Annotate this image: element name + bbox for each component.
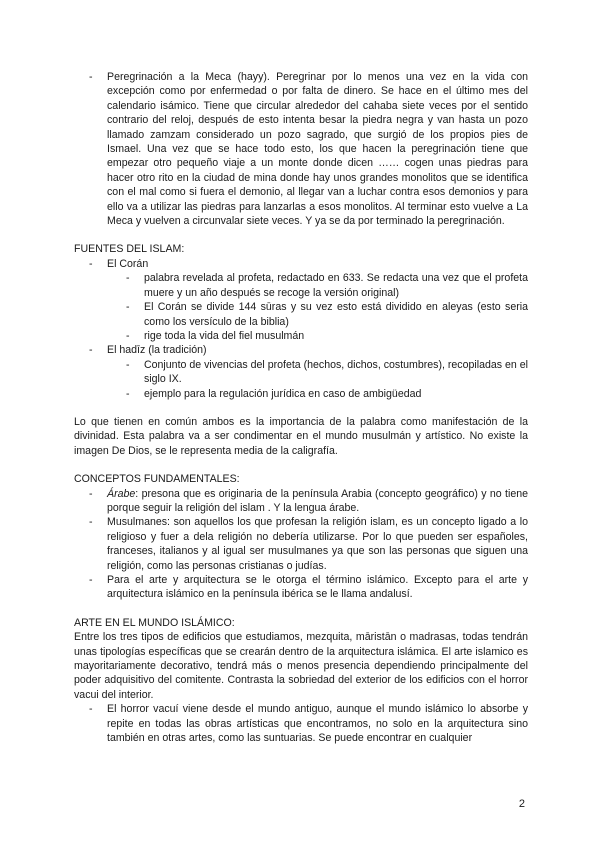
list-item-horror: [74, 702, 528, 745]
fuentes-heading: FUENTES DEL ISLAM:: [74, 243, 185, 256]
conceptos-heading: CONCEPTOS FUNDAMENTALES:: [74, 473, 240, 486]
coran-label: El Corán: [107, 257, 149, 270]
bullet-dash: -: [126, 272, 130, 285]
peregrinacion-text: Peregrinación a la Meca (hayy). Peregrinar por lo menos una vez en la vida con excepción como por enfermedad o por falta de dinero. Se hace en el último mes del calendario isámico. Tiene que circular alrededor del cahaba siete veces por el sentido contrario del reloj, después de esto intenta besar la piedra negra y van hasta un pozo llamado zamzam considerado un pozo sagrado, que surgió de los propios pies de Ismael. Una vez que se hace todo esto, los que hacen la peregrinación tiene que empezar otro pequeño viaje a un monte donde dicen …… cogen unas piedras para hacer otro rito en la ciudad de mina donde hay unos grandes monolitos que se identifica con el mal como si fuera el demonio, al llegar van a luchar contra esos demonios y para ello va a utilizar las piedras para lanzarlas a esos monolitos. Al terminar esto vuelve a La Meca y vuelven a circunvalar siete veces. Y ya se da por terminado la peregrinación.: [107, 71, 528, 228]
arte-mundo-heading: ARTE EN EL MUNDO ISLÁMICO:: [74, 616, 235, 629]
sub-item-hadiz-2: [74, 387, 528, 401]
bullet-dash: -: [126, 329, 130, 342]
arabe-text: : presona que es originaria de la península Arabia (concepto geográfico) y no tiene porque seguir la religión del islam . Y la lengua árabe.: [107, 487, 528, 514]
hadiz-label: El hadīz (la tradición): [107, 344, 207, 357]
list-item-arabe: [74, 487, 528, 516]
arte-text: Para el arte y arquitectura se le otorga el término islámico. Excepto para el arte y arquitectura islámico en la península ibérica se le llama andalusí.: [107, 574, 528, 601]
sub-item-text: Conjunto de vivencias del profeta (hechos, dichos, costumbres), recopiladas en el siglo IX.: [144, 358, 528, 386]
sub-item-coran-1: [74, 271, 528, 300]
arabe-term: Árabe: [107, 487, 136, 500]
bullet-dash: -: [89, 344, 93, 357]
page-number: 2: [518, 798, 525, 810]
bullet-dash: -: [89, 516, 93, 529]
sub-item-hadiz-1: [74, 358, 528, 387]
list-item-hadiz: [74, 343, 528, 357]
bullet-dash: -: [89, 257, 93, 270]
sub-item-coran-2: [74, 300, 528, 329]
list-item-musulmanes: [74, 515, 528, 573]
fuentes-paragraph: Lo que tienen en común ambos es la importancia de la palabra como manifestación de la divinidad. Esta palabra va a ser condimentar en el mundo musulmán y artístico. No existe la imagen De Dios, se le representa media de la caligrafía.: [74, 415, 528, 457]
list-item-peregrinacion: [74, 70, 528, 228]
horror-text: El horror vacuí viene desde el mundo antiguo, aunque el mundo islámico lo absorbe y repite en todas las obras artísticas que encontramos, no solo en la arquitectura sino también en otras artes, como las suntuarias. Se puede encontrar en cualquier: [107, 703, 528, 745]
bullet-dash: -: [126, 301, 130, 314]
bullet-dash: -: [89, 574, 93, 586]
list-item-arte: [74, 573, 528, 602]
sub-item-text: rige toda la vida del fiel musulmán: [144, 329, 305, 342]
arte-mundo-paragraph: Entre los tres tipos de edificios que estudiamos, mezquita, māristān o madrasas, todas tendrán unas tipologías específicas que se crearán dentro de la arquitectura islámica. El arte islamico es mayoritariamente decorativo, tendrá más o menos presencia dependiendo principalmente del poder adquisitivo del comitente. Contrasta la sobriedad del exterior de los edificios con el horror vacui del interior.: [74, 631, 528, 701]
bullet-dash: -: [89, 487, 93, 500]
musulmanes-text: Musulmanes: son aquellos los que profesan la religión islam, es un concepto ligado a lo religioso y fuer a dela religión no debería utilizarse. Por lo que pueden ser españoles, franceses, italianos y al igual ser musulmanes ya que son las personas que siguen una religión, como las personas cristianas o judías.: [107, 516, 528, 572]
sub-item-text: ejemplo para la regulación jurídica en caso de ambigüedad: [144, 387, 422, 400]
bullet-dash: -: [126, 358, 130, 371]
sub-item-text: El Corán se divide 144 sūras y su vez esto está dividido en aleyas (esto seria como los versículo de la biblia): [144, 301, 528, 328]
sub-item-text: palabra revelada al profeta, redactado en 633. Se redacta una vez que el profeta muere y un año después se recoge la versión original): [144, 272, 528, 299]
bullet-dash: -: [126, 387, 130, 400]
list-item-coran: [74, 257, 528, 271]
document-body: [74, 70, 528, 745]
sub-item-coran-3: [74, 329, 528, 343]
bullet-dash: -: [89, 71, 93, 83]
bullet-dash: -: [89, 703, 93, 716]
